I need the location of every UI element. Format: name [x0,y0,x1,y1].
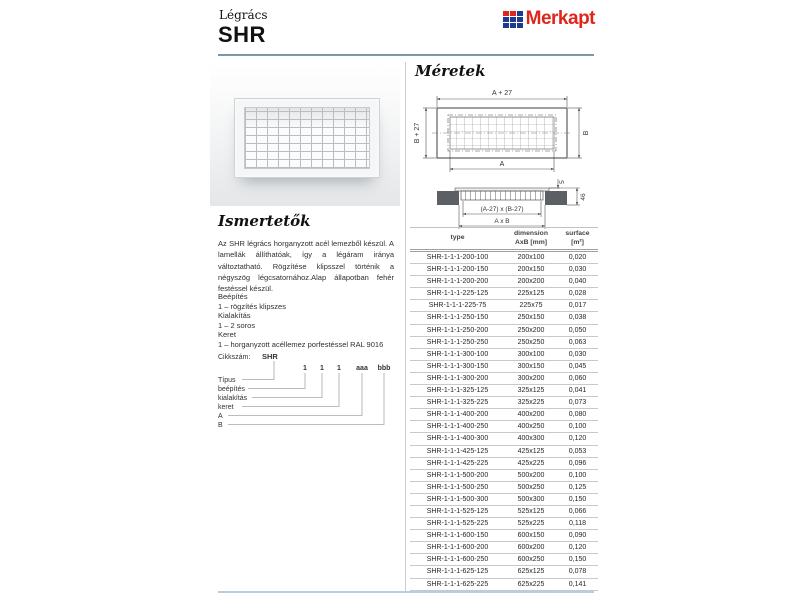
col-header-surface: surface [m²] [557,228,598,251]
table-row: SHR-1-1-1-600-150 600x150 0,090 [410,530,598,542]
grille-render [234,98,380,178]
brand-name: Merkapt [525,8,595,29]
product-photo [210,64,400,206]
dim-label-depth: 46 [580,193,587,201]
dim-label-neck: (A-27) x (B-27) [480,206,524,213]
ordering-field: A [218,413,223,420]
table-row: SHR-1-1-1-400-250 400x250 0,100 [410,421,598,433]
table-row: SHR-1-1-1-250-150 250x150 0,038 [410,312,598,324]
dim-label-height-outer: B + 27 [414,122,421,144]
table-row: SHR-1-1-1-425-125 425x125 0,053 [410,445,598,457]
col-header-dimension: dimension AxB [mm] [505,228,557,251]
ordering-code-diagram [216,350,398,436]
merkapt-grid-icon [503,11,523,28]
size-table [410,227,598,591]
table-row: SHR-1-1-1-500-250 500x250 0,125 [410,481,598,493]
section-title-meretek: Méretek [415,62,486,80]
ordering-value: 1 [303,365,307,372]
table-row: SHR-1-1-1-600-200 600x200 0,120 [410,542,598,554]
dim-label-height-duct: B [583,130,590,136]
table-row: SHR-1-1-1-200-150 200x150 0,030 [410,264,598,276]
table-row: SHR-1-1-1-600-250 600x250 0,150 [410,554,598,566]
table-row: SHR-1-1-1-525-125 525x125 0,066 [410,505,598,517]
table-row: SHR-1-1-1-300-100 300x100 0,030 [410,348,598,360]
table-row: SHR-1-1-1-225-125 225x125 0,028 [410,288,598,300]
product-category: Légrács [219,8,268,22]
table-row: SHR-1-1-1-500-300 500x300 0,150 [410,493,598,505]
brand-logo [503,8,595,30]
property-value: 1 – horganyzott acéllemez porfestéssel RAL 9016 [218,339,384,349]
property-label: Kialakítás [218,311,251,321]
dim-label-flange: 5 [559,180,566,184]
property-label: Keret [218,330,236,340]
section-title-ismertetok: Ismertetők [218,212,311,230]
table-header-row [410,228,598,251]
ordering-value: 1 [320,365,324,372]
ordering-field: Típus [218,377,236,384]
product-description: Az SHR légrács horganyzott acél lemezből készül. A lamellák állíthatóak, így a légáram iránya változtatható. Rögzítése klipsszel történik a négyszög légcsatornához.Alap állapotban fehér festéssel készül. [218,239,394,293]
property-list [218,292,398,350]
ordering-value: bbb [377,365,391,372]
table-row: SHR-1-1-1-200-200 200x200 0,040 [410,276,598,288]
table-row: SHR-1-1-1-525-225 525x225 0,118 [410,518,598,530]
ordering-prefix: SHR [262,352,278,361]
dim-label-width-outer: A + 27 [491,90,513,97]
table-row: SHR-1-1-1-425-225 425x225 0,096 [410,457,598,469]
page-title: SHR [218,22,266,47]
property-label: Beépítés [218,292,248,301]
ordering-label: Cikkszám: [218,354,251,361]
table-row: SHR-1-1-1-400-300 400x300 0,120 [410,433,598,445]
table-row: SHR-1-1-1-325-125 325x125 0,041 [410,385,598,397]
table-row: SHR-1-1-1-625-125 625x125 0,078 [410,566,598,578]
table-row: SHR-1-1-1-225-75 225x75 0,017 [410,300,598,312]
property-value: 1 – rögzítés klipszes [218,301,286,311]
col-header-type: type [410,228,505,251]
dim-label-duct: A x B [494,218,510,225]
table-row: SHR-1-1-1-300-150 300x150 0,045 [410,360,598,372]
ordering-field: keret [218,404,234,411]
header-rule [218,54,594,56]
ordering-value: 1 [337,365,341,372]
table-row: SHR-1-1-1-200-100 200x100 0,020 [410,251,598,264]
footer-rule [218,591,594,593]
ordering-value: aaa [356,365,368,372]
table-row: SHR-1-1-1-500-200 500x200 0,100 [410,469,598,481]
ordering-field: kialakítás [218,395,248,402]
table-row: SHR-1-1-1-250-250 250x250 0,063 [410,336,598,348]
table-row: SHR-1-1-1-400-200 400x200 0,080 [410,409,598,421]
grille-lamellas [244,107,370,169]
table-row: SHR-1-1-1-250-200 250x200 0,050 [410,324,598,336]
ordering-field: B [218,422,223,429]
property-value: 1 – 2 soros [218,320,256,330]
table-row: SHR-1-1-1-300-200 300x200 0,060 [410,372,598,384]
column-divider [405,62,406,591]
table-row: SHR-1-1-1-325-225 325x225 0,073 [410,397,598,409]
dimensions-diagram [408,82,600,234]
dim-label-width-duct: A [499,161,505,168]
table-row: SHR-1-1-1-625-225 625x225 0,141 [410,578,598,590]
size-table-body [410,251,598,591]
ordering-field: beépítés [218,386,245,393]
